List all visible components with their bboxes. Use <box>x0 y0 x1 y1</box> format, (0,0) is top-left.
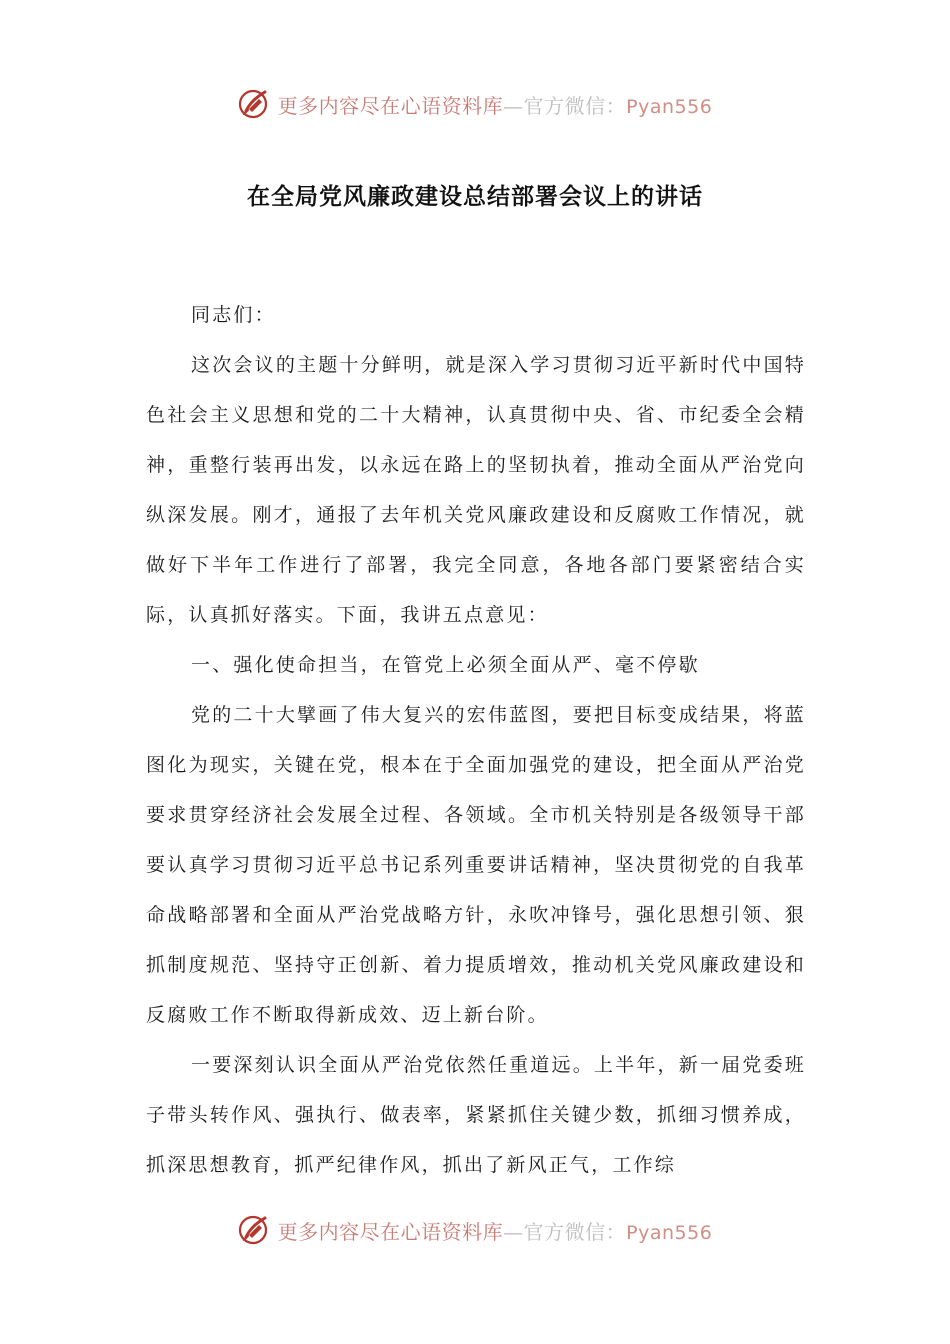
watermark-text <box>278 1216 713 1245</box>
salutation: 同志们： <box>191 304 276 326</box>
body-paragraph: 一要深刻认识全面从严治党依然任重道远。上半年，新一届党委班子带头转作风、强执行、做表率，紧紧抓住关键少数，抓细习惯养成，抓深思想教育，抓严纪律作风，抓出了新风正气，工作综 <box>146 1054 806 1176</box>
watermark-brand: 更多内容尽在心语资料库 <box>277 93 504 118</box>
watermark-brand: 更多内容尽在心语资料库 <box>277 1219 504 1244</box>
watermark-wechat-id: Pyan556 <box>626 95 713 118</box>
watermark-wechat-label: 官方微信： <box>523 93 627 118</box>
body-paragraph: 这次会议的主题十分鲜明，就是深入学习贯彻习近平新时代中国特色社会主义思想和党的二十大精神，认真贯彻中央、省、市纪委全会精神，重整行装再出发，以永远在路上的坚韧执着，推动全面从严治党向纵深发展。刚才，通报了去年机关党风廉政建设和反腐败工作情况，就做好下半年工作进行了部署，我完全同意，各地各部门要紧密结合实际，认真抓好落实。下面，我讲五点意见： <box>146 354 806 626</box>
watermark-wechat-id: Pyan556 <box>626 1221 713 1244</box>
watermark-dash: — <box>503 1219 524 1244</box>
watermark-text <box>278 90 713 119</box>
watermark-wechat-label: 官方微信： <box>523 1219 627 1244</box>
pen-logo-icon <box>238 87 272 121</box>
watermark-dash: — <box>503 93 524 118</box>
watermark-banner-top <box>0 84 950 124</box>
section-heading: 一、强化使命担当，在管党上必须全面从严、毫不停歇 <box>191 654 700 676</box>
watermark-banner-bottom <box>0 1210 950 1250</box>
body-paragraph: 党的二十大擘画了伟大复兴的宏伟蓝图，要把目标变成结果，将蓝图化为现实，关键在党，根本在于全面加强党的建设，把全面从严治党要求贯穿经济社会发展全过程、各领域。全市机关特别是各级领导干部要认真学习贯彻习近平总书记系列重要讲话精神，坚决贯彻党的自我革命战略部署和全面从严治党战略方针，永吹冲锋号，强化思想引领、狠抓制度规范、坚持守正创新、着力提质增效，推动机关党风廉政建设和反腐败工作不断取得新成效、迈上新台阶。 <box>146 704 806 1026</box>
document-body <box>146 290 806 1190</box>
document-title: 在全局党风廉政建设总结部署会议上的讲话 <box>247 183 703 210</box>
pen-logo-icon <box>238 1213 272 1247</box>
